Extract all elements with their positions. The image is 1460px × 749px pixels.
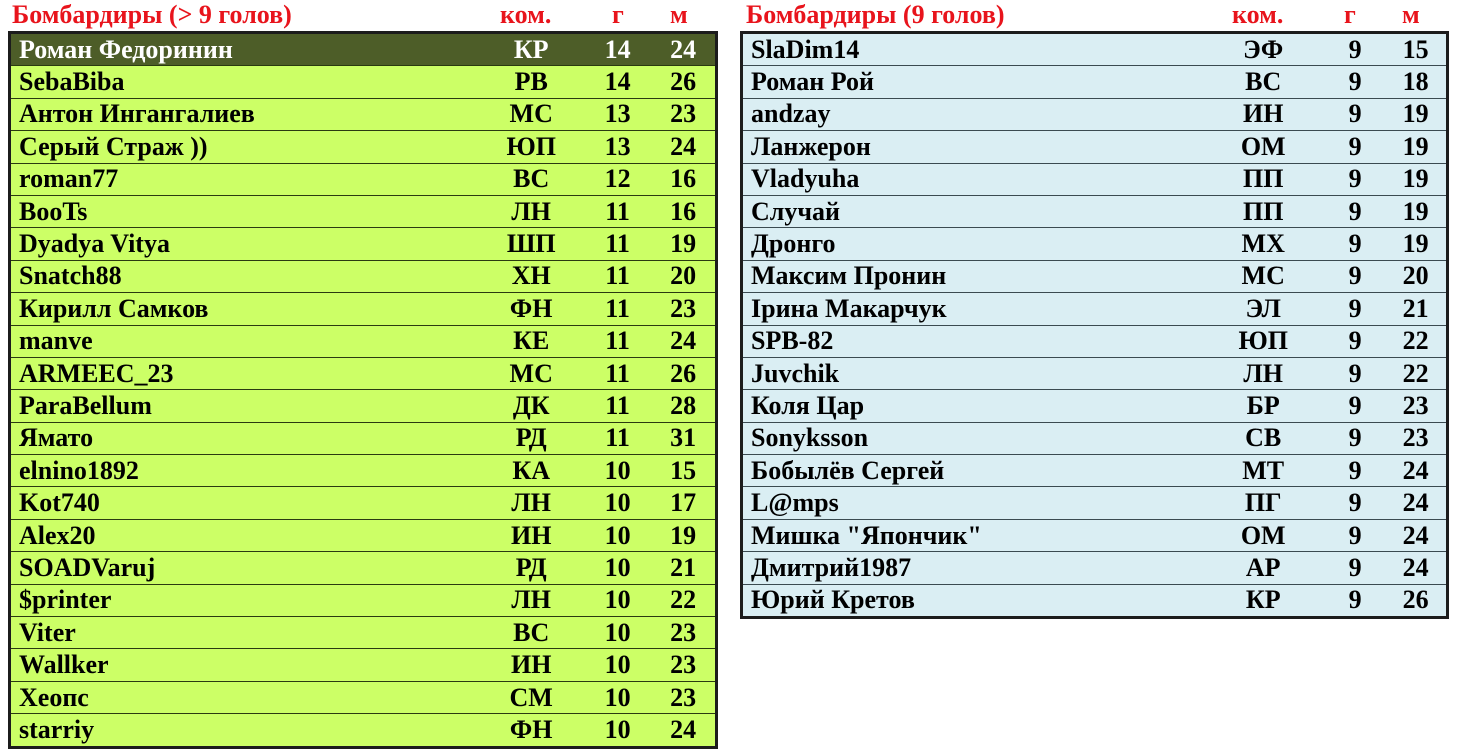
table-row — [742, 33, 1448, 66]
table-row — [10, 325, 717, 357]
goals-count: 11 — [584, 390, 651, 422]
player-name: Juvchik — [742, 357, 1202, 389]
matches-count: 20 — [1385, 260, 1447, 292]
player-name: starriy — [10, 714, 479, 747]
player-name: SebaBiba — [10, 66, 479, 98]
matches-count: 23 — [1385, 390, 1447, 422]
goals-count: 9 — [1325, 260, 1385, 292]
scorers-table-9 — [740, 31, 1449, 619]
table-row — [10, 584, 717, 616]
team-code: ЮП — [478, 131, 583, 163]
team-code: ЭЛ — [1201, 293, 1325, 325]
scorers-panel-over-9 — [8, 0, 718, 749]
team-code: ИН — [478, 519, 583, 551]
table-row — [742, 66, 1448, 98]
goals-count: 9 — [1325, 228, 1385, 260]
matches-count: 22 — [651, 584, 716, 616]
team-code: ПГ — [1201, 487, 1325, 519]
table-row — [742, 131, 1448, 163]
table-row — [742, 455, 1448, 487]
team-code: ВС — [478, 163, 583, 195]
goals-count: 14 — [584, 33, 651, 66]
table-row — [10, 195, 717, 227]
goals-count: 10 — [584, 455, 651, 487]
matches-count: 17 — [651, 487, 716, 519]
player-name: Бобылёв Сергей — [742, 455, 1202, 487]
player-name: manve — [10, 325, 479, 357]
player-name: roman77 — [10, 163, 479, 195]
column-header-goals: г — [612, 0, 624, 29]
team-code: СМ — [478, 681, 583, 713]
player-name: Sonyksson — [742, 422, 1202, 454]
scorers-panel-9 — [740, 0, 1449, 619]
team-code: ВС — [1201, 66, 1325, 98]
player-name: Vladyuha — [742, 163, 1202, 195]
goals-count: 9 — [1325, 422, 1385, 454]
matches-count: 24 — [1385, 552, 1447, 584]
player-name: SPB-82 — [742, 325, 1202, 357]
table-body — [10, 33, 717, 748]
goals-count: 12 — [584, 163, 651, 195]
matches-count: 18 — [1385, 66, 1447, 98]
matches-count: 19 — [1385, 195, 1447, 227]
goals-count: 10 — [584, 584, 651, 616]
matches-count: 23 — [651, 98, 716, 130]
matches-count: 16 — [651, 195, 716, 227]
player-name: Wallker — [10, 649, 479, 681]
goals-count: 10 — [584, 617, 651, 649]
table-row — [10, 422, 717, 454]
matches-count: 21 — [651, 552, 716, 584]
matches-count: 22 — [1385, 357, 1447, 389]
player-name: Дмитрий1987 — [742, 552, 1202, 584]
matches-count: 19 — [651, 519, 716, 551]
matches-count: 24 — [1385, 519, 1447, 551]
goals-count: 9 — [1325, 293, 1385, 325]
team-code: ДК — [478, 390, 583, 422]
table-row — [10, 131, 717, 163]
team-code: КР — [478, 33, 583, 66]
player-name: Антон Ингангалиев — [10, 98, 479, 130]
team-code: СВ — [1201, 422, 1325, 454]
matches-count: 24 — [651, 325, 716, 357]
team-code: МС — [1201, 260, 1325, 292]
matches-count: 23 — [651, 649, 716, 681]
team-code: МС — [478, 357, 583, 389]
player-name: Dyadya Vitya — [10, 228, 479, 260]
table-row — [10, 163, 717, 195]
scorers-table-over-9 — [8, 31, 718, 749]
table-row — [10, 649, 717, 681]
goals-count: 9 — [1325, 390, 1385, 422]
team-code: РВ — [478, 66, 583, 98]
team-code: РД — [478, 422, 583, 454]
team-code: ЛН — [478, 487, 583, 519]
table-row — [742, 357, 1448, 389]
player-name: Snatch88 — [10, 260, 479, 292]
team-code: ШП — [478, 228, 583, 260]
matches-count: 23 — [651, 293, 716, 325]
table-row — [10, 228, 717, 260]
player-name: ARMEEC_23 — [10, 357, 479, 389]
team-code: ИН — [478, 649, 583, 681]
matches-count: 24 — [651, 33, 716, 66]
player-name: elnino1892 — [10, 455, 479, 487]
player-name: Юрий Кретов — [742, 584, 1202, 617]
matches-count: 23 — [651, 617, 716, 649]
goals-count: 11 — [584, 325, 651, 357]
team-code: КА — [478, 455, 583, 487]
table-row — [742, 552, 1448, 584]
player-name: Ланжерон — [742, 131, 1202, 163]
table-row — [742, 260, 1448, 292]
player-name: Серый Страж )) — [10, 131, 479, 163]
team-code: МС — [478, 98, 583, 130]
team-code: МХ — [1201, 228, 1325, 260]
matches-count: 21 — [1385, 293, 1447, 325]
table-title: Бомбардиры (9 голов) — [746, 0, 1005, 29]
goals-count: 11 — [584, 260, 651, 292]
player-name: Alex20 — [10, 519, 479, 551]
team-code: ЛН — [478, 584, 583, 616]
player-name: SOADVaruj — [10, 552, 479, 584]
matches-count: 16 — [651, 163, 716, 195]
team-code: ПП — [1201, 195, 1325, 227]
table-row — [10, 681, 717, 713]
matches-count: 19 — [651, 228, 716, 260]
team-code: КЕ — [478, 325, 583, 357]
matches-count: 26 — [651, 66, 716, 98]
table-row — [10, 617, 717, 649]
player-name: Кирилл Самков — [10, 293, 479, 325]
goals-count: 9 — [1325, 163, 1385, 195]
team-code: РД — [478, 552, 583, 584]
goals-count: 10 — [584, 681, 651, 713]
player-name: Случай — [742, 195, 1202, 227]
player-name: BooTs — [10, 195, 479, 227]
goals-count: 11 — [584, 422, 651, 454]
table-row — [10, 714, 717, 747]
team-code: АР — [1201, 552, 1325, 584]
goals-count: 13 — [584, 131, 651, 163]
player-name: Коля Цар — [742, 390, 1202, 422]
table-row — [742, 228, 1448, 260]
goals-count: 9 — [1325, 357, 1385, 389]
table-row — [742, 422, 1448, 454]
matches-count: 15 — [651, 455, 716, 487]
table-row — [10, 390, 717, 422]
team-code: ЮП — [1201, 325, 1325, 357]
goals-count: 10 — [584, 649, 651, 681]
goals-count: 9 — [1325, 195, 1385, 227]
player-name: L@mps — [742, 487, 1202, 519]
player-name: Kot740 — [10, 487, 479, 519]
team-code: ЛН — [478, 195, 583, 227]
goals-count: 14 — [584, 66, 651, 98]
goals-count: 9 — [1325, 519, 1385, 551]
goals-count: 11 — [584, 293, 651, 325]
matches-count: 24 — [651, 714, 716, 747]
team-code: ПП — [1201, 163, 1325, 195]
matches-count: 19 — [1385, 98, 1447, 130]
player-name: ParaBellum — [10, 390, 479, 422]
table-header — [740, 0, 1449, 31]
player-name: Роман Федоринин — [10, 33, 479, 66]
matches-count: 28 — [651, 390, 716, 422]
table-row — [10, 455, 717, 487]
matches-count: 19 — [1385, 228, 1447, 260]
goals-count: 11 — [584, 195, 651, 227]
team-code: МТ — [1201, 455, 1325, 487]
table-row — [10, 357, 717, 389]
goals-count: 9 — [1325, 552, 1385, 584]
table-header — [8, 0, 718, 31]
player-name: Роман Рой — [742, 66, 1202, 98]
player-name: Дронго — [742, 228, 1202, 260]
table-row — [742, 195, 1448, 227]
column-header-matches: м — [1402, 0, 1420, 29]
player-name: Максим Пронин — [742, 260, 1202, 292]
team-code: ВС — [478, 617, 583, 649]
goals-count: 9 — [1325, 33, 1385, 66]
goals-count: 11 — [584, 357, 651, 389]
table-row — [742, 487, 1448, 519]
player-name: Мишка "Япончик" — [742, 519, 1202, 551]
team-code: БР — [1201, 390, 1325, 422]
matches-count: 31 — [651, 422, 716, 454]
goals-count: 10 — [584, 519, 651, 551]
matches-count: 24 — [1385, 455, 1447, 487]
goals-count: 10 — [584, 552, 651, 584]
table-body — [742, 33, 1448, 618]
team-code: ИН — [1201, 98, 1325, 130]
goals-count: 13 — [584, 98, 651, 130]
goals-count: 10 — [584, 487, 651, 519]
goals-count: 9 — [1325, 131, 1385, 163]
table-row — [10, 260, 717, 292]
team-code: ОМ — [1201, 131, 1325, 163]
column-header-goals: г — [1344, 0, 1356, 29]
team-code: КР — [1201, 584, 1325, 617]
table-row — [742, 325, 1448, 357]
player-name: andzay — [742, 98, 1202, 130]
table-title: Бомбардиры (> 9 голов) — [12, 0, 292, 29]
table-row — [10, 33, 717, 66]
team-code: ЭФ — [1201, 33, 1325, 66]
team-code: ФН — [478, 293, 583, 325]
matches-count: 20 — [651, 260, 716, 292]
column-header-team: ком. — [1232, 0, 1284, 29]
table-row — [742, 293, 1448, 325]
table-row — [10, 293, 717, 325]
matches-count: 24 — [1385, 487, 1447, 519]
goals-count: 9 — [1325, 487, 1385, 519]
matches-count: 19 — [1385, 163, 1447, 195]
table-row — [10, 552, 717, 584]
matches-count: 26 — [1385, 584, 1447, 617]
table-row — [10, 519, 717, 551]
matches-count: 23 — [1385, 422, 1447, 454]
player-name: Ямато — [10, 422, 479, 454]
player-name: SlaDim14 — [742, 33, 1202, 66]
column-header-team: ком. — [500, 0, 552, 29]
column-header-matches: м — [670, 0, 688, 29]
matches-count: 15 — [1385, 33, 1447, 66]
team-code: ОМ — [1201, 519, 1325, 551]
team-code: ХН — [478, 260, 583, 292]
player-name: Ірина Макарчук — [742, 293, 1202, 325]
table-row — [742, 519, 1448, 551]
goals-count: 9 — [1325, 455, 1385, 487]
matches-count: 23 — [651, 681, 716, 713]
table-row — [10, 98, 717, 130]
player-name: Viter — [10, 617, 479, 649]
matches-count: 26 — [651, 357, 716, 389]
table-row — [742, 163, 1448, 195]
goals-count: 9 — [1325, 325, 1385, 357]
matches-count: 24 — [651, 131, 716, 163]
goals-count: 10 — [584, 714, 651, 747]
table-row — [742, 98, 1448, 130]
matches-count: 22 — [1385, 325, 1447, 357]
player-name: $printer — [10, 584, 479, 616]
table-row — [742, 390, 1448, 422]
team-code: ФН — [478, 714, 583, 747]
table-row — [10, 66, 717, 98]
table-row — [10, 487, 717, 519]
matches-count: 19 — [1385, 131, 1447, 163]
team-code: ЛН — [1201, 357, 1325, 389]
goals-count: 11 — [584, 228, 651, 260]
goals-count: 9 — [1325, 584, 1385, 617]
player-name: Хеопс — [10, 681, 479, 713]
table-row — [742, 584, 1448, 617]
goals-count: 9 — [1325, 98, 1385, 130]
goals-count: 9 — [1325, 66, 1385, 98]
